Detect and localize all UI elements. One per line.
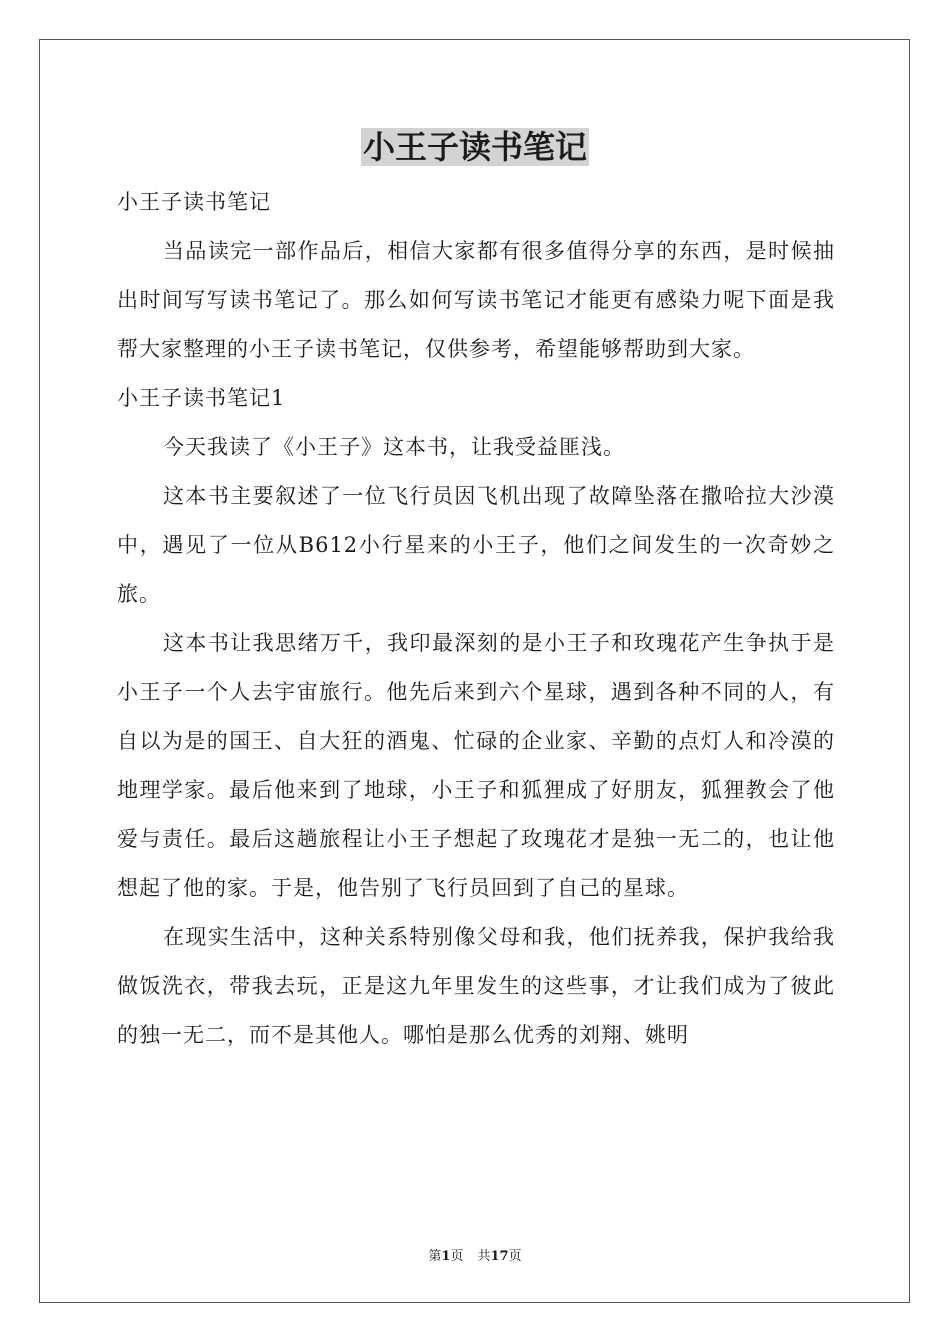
- total-prefix: 共: [477, 1249, 491, 1264]
- body-paragraph: 这本书让我思绪万千，我印最深刻的是小王子和玫瑰花产生争执于是小王子一个人去宇宙旅行。他先后来到六个星球，遇到各种不同的人，有自以为是的国王、自大狂的酒鬼、忙碌的企业家、辛勤的点灯人和冷漠的地理学家。最后他来到了地球，小王子和狐狸成了好朋友，狐狸教会了他爱与责任。最后这趟旅程让小王子想起了玫瑰花才是独一无二的，也让他想起了他的家。于是，他告别了飞行员回到了自己的星球。: [117, 631, 835, 900]
- section-heading: 小王子读书笔记1: [117, 386, 286, 410]
- intro-paragraph: 当品读完一部作品后，相信大家都有很多值得分享的东西，是时候抽出时间写写读书笔记了。那么如何写读书笔记才能更有感染力呢下面是我帮大家整理的小王子读书笔记，仅供参考，希望能够帮助到大家。: [117, 239, 835, 361]
- page-prefix: 第: [428, 1249, 442, 1264]
- body-paragraph: 这本书主要叙述了一位飞行员因飞机出现了故障坠落在撒哈拉大沙漠中，遇见了一位从B612小行星来的小王子，他们之间发生的一次奇妙之旅。: [117, 484, 835, 606]
- section-heading: 小王子读书笔记: [117, 190, 271, 214]
- body-paragraph: 今天我读了《小王子》这本书，让我受益匪浅。: [163, 435, 625, 459]
- page-current: 1: [441, 1249, 451, 1264]
- title-text: 小王子读书笔记: [362, 128, 587, 166]
- page-unit: 页: [450, 1249, 464, 1264]
- document-body: [117, 178, 835, 1060]
- page-total: 17: [490, 1249, 509, 1264]
- page-footer: [0, 1248, 950, 1266]
- body-paragraph: 在现实生活中，这种关系特别像父母和我，他们抚养我，保护我给我做饭洗衣，带我去玩，正是这九年里发生的这些事，才让我们成为了彼此的独一无二，而不是其他人。哪怕是那么优秀的刘翔、姚明: [117, 925, 835, 1047]
- total-unit: 页: [508, 1249, 522, 1264]
- document-title: [0, 127, 950, 167]
